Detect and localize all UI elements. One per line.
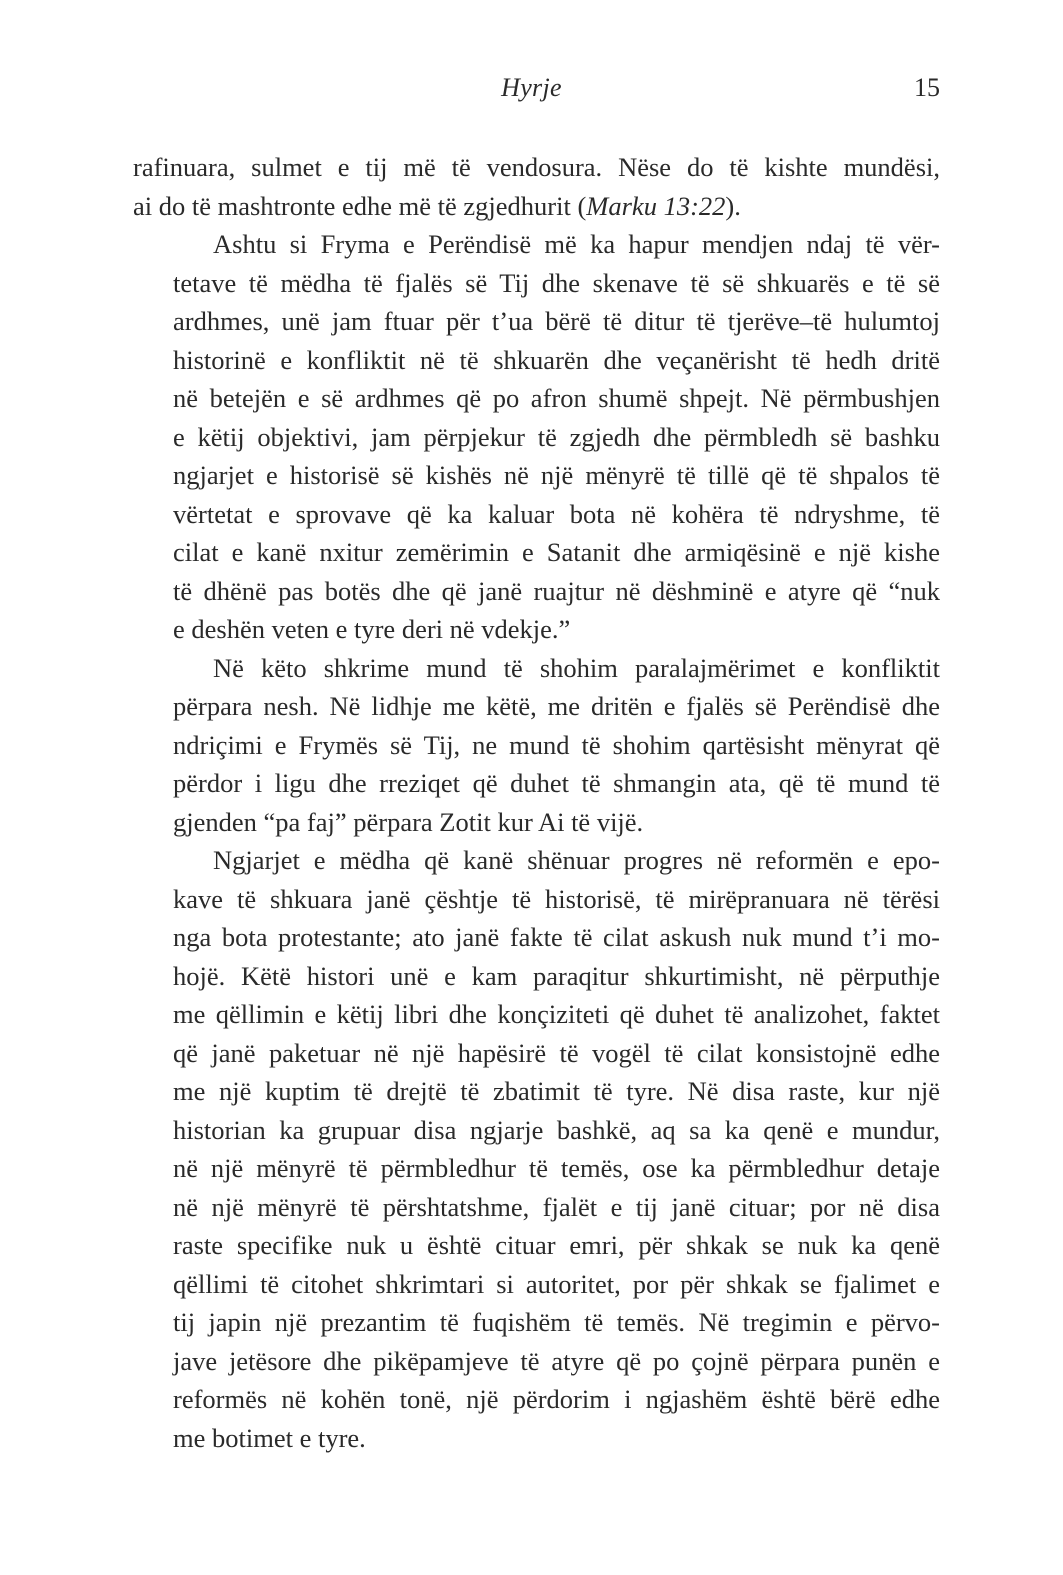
paragraph-4	[133, 841, 940, 1457]
text-line: cilat e kanë nxitur zemërimin e Satanit dhe armiqësinë e një kishe	[173, 537, 940, 567]
text-line: hojë. Këtë histori unë e kam paraqitur shkurtimisht, në përputhje	[173, 960, 940, 991]
text-segment: ).	[725, 190, 741, 221]
text-line: jave jetësore dhe pikëpamjeve të atyre që po çojnë përpara punën e	[173, 1345, 940, 1376]
text-line: përdor i ligu dhe rreziqet që duhet të shmangin ata, që të mund të	[173, 768, 940, 798]
text-line: reformës në kohën tonë, një përdorim i ngjashëm është bërë edhe	[173, 1384, 940, 1414]
text-line: tij japin një prezantim të fuqishëm të temës. Në tregimin e përvo-	[173, 1307, 940, 1337]
paragraph-3	[133, 649, 940, 842]
text-line: historinë e konfliktit në të shkuarën dhe veçanërisht të hedh dritë	[173, 344, 940, 375]
text-line: ndriçimi e Frymës së Tij, ne mund të shohim qartësisht mënyrat që	[173, 729, 940, 760]
text-line: tetave të mëdha të fjalës së Tij dhe skenave të së shkuarës e të së	[173, 267, 940, 298]
text-line: me qëllimin e këtij libri dhe konçiziteti që duhet të analizohet, faktet	[173, 999, 940, 1029]
text-line: në një mënyrë të përshtatshme, fjalët e tij janë cituar; por në disa	[173, 1191, 940, 1222]
text-line: gjenden “pa faj” përpara Zotit kur Ai të vijë.	[173, 806, 644, 837]
paragraph-1	[133, 148, 940, 225]
text-segment: ai do të mashtronte edhe më të zgjedhurit (	[133, 190, 587, 221]
text-line: raste specifike nuk u është cituar emri, për shkak se nuk ka qenë	[173, 1230, 940, 1260]
text-line: Në këto shkrime mund të shohim paralajmërimet e konfliktit	[213, 652, 940, 683]
body-text	[133, 148, 940, 1457]
text-line: me botimet e tyre.	[173, 1422, 366, 1453]
text-line: që janë paketuar në një hapësirë të vogël të cilat konsistojnë edhe	[173, 1037, 940, 1068]
scripture-reference: Marku 13:22	[586, 190, 726, 221]
text-line: ngjarjet e historisë së kishës në një mënyrë të tillë që të shpalos të	[173, 460, 940, 490]
text-line: përpara nesh. Në lidhje me këtë, me dritën e fjalës së Perëndisë dhe	[173, 691, 940, 721]
text-line: me një kuptim të drejtë të zbatimit të tyre. Në disa raste, kur një	[173, 1076, 940, 1106]
running-head	[0, 66, 1063, 110]
text-line: në betejën e së ardhmes që po afron shumë shpejt. Në përmbushjen	[173, 383, 940, 413]
text-line: historian ka grupuar disa ngjarje bashkë, aq sa ka qenë e mundur,	[173, 1114, 940, 1145]
text-line	[133, 187, 940, 226]
text-line: rafinuara, sulmet e tij më të vendosura. Nëse do të kishte mundësi,	[133, 152, 940, 182]
text-line: Ngjarjet e mëdha që kanë shënuar progres në reformën e epo-	[213, 845, 940, 875]
running-title: Hyrje	[501, 73, 562, 102]
text-line: të dhënë pas botës dhe që janë ruajtur në dëshminë e atyre që “nuk	[173, 575, 940, 606]
text-line: Ashtu si Fryma e Perëndisë më ka hapur mendjen ndaj të vër-	[213, 229, 940, 259]
text-line: e këtij objektivi, jam përpjekur të zgjedh dhe përmbledh së bashku	[173, 421, 940, 452]
text-line: ardhmes, unë jam ftuar për t’ua bërë të ditur të tjerëve–të hulumtoj	[173, 306, 940, 336]
text-line: në një mënyrë të përmbledhur të temës, ose ka përmbledhur detaje	[173, 1153, 940, 1183]
text-line: qëllimi të citohet shkrimtari si autoritet, por për shkak se fjalimet e	[173, 1268, 940, 1299]
text-line: kave të shkuara janë çështje të historisë, të mirëpranuara në tërësi	[173, 883, 940, 914]
text-line: vërtetat e sprovave që ka kaluar bota në kohëra të ndryshme, të	[173, 498, 940, 529]
page-number: 15	[914, 73, 940, 102]
text-line: nga bota protestante; ato janë fakte të cilat askush nuk mund t’i mo-	[173, 922, 940, 952]
paragraph-2	[133, 225, 940, 649]
text-line: e deshën veten e tyre deri në vdekje.”	[173, 614, 571, 644]
